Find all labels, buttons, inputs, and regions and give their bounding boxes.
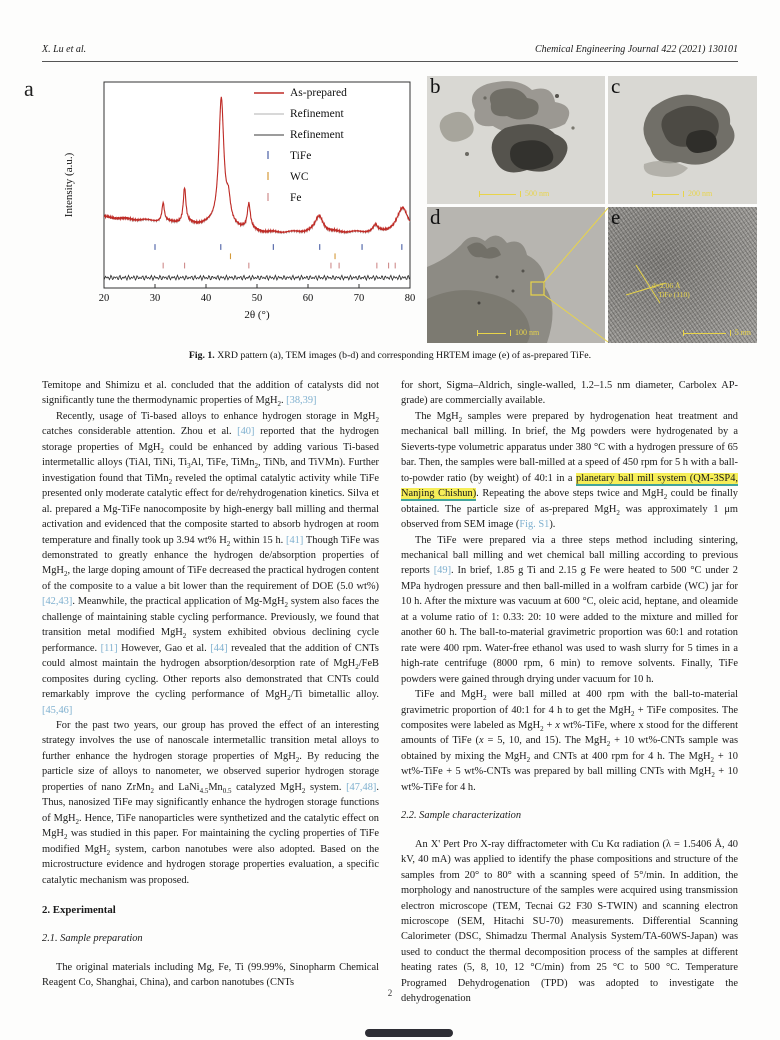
text-run: system also faces the challenge of maintaining stable cycling performance. Previously, we found that transition metal modified MgH <box>42 596 380 639</box>
tem-image-e <box>608 207 757 343</box>
subscript: 2 <box>226 539 231 548</box>
text-run: system. <box>305 781 347 793</box>
svg-text:80: 80 <box>404 293 416 304</box>
citation-link[interactable]: [44] <box>210 642 228 654</box>
text-run: Though TiFe was demonstrated to greatly enhance the hydrogen de/absorption properties of MgH <box>42 534 379 577</box>
legend-label: WC <box>290 171 309 183</box>
page-number: 2 <box>387 988 393 998</box>
subscript: 2 <box>106 848 111 857</box>
text-run: ). <box>549 519 556 531</box>
tem-b-content <box>427 76 605 204</box>
citation-link[interactable]: Fig. S1 <box>519 519 550 531</box>
text-run: , TiNb, and TiVMn). Further investigation found that TiMn <box>42 457 380 484</box>
highlighted-text: planetary ball mill system (QM-3SP4, Nanjing Chishun) <box>401 472 738 500</box>
header-rule <box>42 61 738 62</box>
svg-text:50: 50 <box>251 293 263 304</box>
text-run: within 15 h. <box>230 534 287 546</box>
paragraph <box>401 837 738 1007</box>
text-run: Mn <box>208 781 223 793</box>
svg-text:40: 40 <box>200 293 212 304</box>
text-run: = 5, 10, and 15). The MgH <box>483 735 607 747</box>
paragraph <box>42 378 379 409</box>
text-run: reported that the hydrogen storage properties of MgH <box>42 426 379 453</box>
subscript: 3 <box>187 462 191 471</box>
bottom-ui-bar[interactable] <box>365 1029 453 1037</box>
hrtem-markers <box>608 207 757 343</box>
subscript: 2 <box>168 477 173 486</box>
text-run: TiFe and MgH <box>415 689 484 701</box>
legend-label: Fe <box>290 192 302 204</box>
subscript: 2 <box>616 508 620 517</box>
subscript: 2 <box>355 663 359 672</box>
subscript: 2 <box>295 755 300 764</box>
svg-text:20: 20 <box>98 293 110 304</box>
text-run: . By reducing the particle size of alloys to nanometer, we observed superior hydrogen storage properties of nano ZrMn <box>42 750 380 793</box>
figure-caption-text: XRD pattern (a), TEM images (b-d) and corresponding HRTEM image (e) of as-prepared TiFe. <box>214 350 592 361</box>
xrd-chart-svg <box>58 74 422 342</box>
tem-image-b <box>427 76 605 204</box>
tem-image-c <box>608 76 757 204</box>
text-run: was approximately 1 μm observed from SEM image ( <box>401 503 738 531</box>
subsection-heading: 2.2. Sample characterization <box>401 810 522 822</box>
text-run: could be finally obtained. The particle size of as-prepared MgH <box>401 488 738 515</box>
panel-label-e: e <box>611 207 621 229</box>
subscript: 2 <box>63 833 68 842</box>
paragraph <box>401 378 738 409</box>
text-run: . In brief, 1.85 g Ti and 2.15 g Fe were heated to 500 °C under 2 MPa hydrogen pressure and then ball-milled in a wolfram carbide (WC) jar for 10 h. After the mixture was vacuum at 600 °C, oleic acid, heptane, and oleamide at a volume ratio of 1: 0.33: 20: 10 were added to the mixture and milled for another 60 h. The ball-to-material gravimetric proportion was 60:1 and rotation rate were 400 rpm. Water-free ethanol was used to wash slurry for 5 times in a high-rate centrifuge (8000 rpm, 6 min) to remove solvents. Finally, TiFe powders were gained through drying under vacuum for 10 h. <box>401 565 738 685</box>
tem-c-content <box>608 76 757 204</box>
subscript: 2 <box>483 694 487 703</box>
body-column-right <box>401 378 738 1007</box>
text-run: + <box>543 719 556 731</box>
text-run: . <box>280 395 287 407</box>
text-run: were ball milled at 400 rpm with the ball-to-material gravimetric proportion of 40:1 for 4 h to get the MgH <box>401 689 738 716</box>
svg-text:70: 70 <box>353 293 365 304</box>
body-column-left <box>42 378 379 991</box>
text-run: The MgH <box>415 410 459 422</box>
text-run: /Ti bimetallic alloy. <box>290 689 379 701</box>
subscript: 2 <box>254 462 259 471</box>
text-run: Temitope and Shimizu et al. concluded that the addition of catalysts did not significantly tune the thermodynamic properties of MgH <box>42 380 379 407</box>
text-run: An X' Pert Pro X-ray diffractometer with Cu Kα radiation (λ = 1.5406 Å, 40 kV, 40 mA) was applied to identify the phase compositions and structure of the samples from 20° to 80° with a scanning speed of 5°/min. In addition, the morphology and nanostructure of the samples were acquired using transmission electron microscope (TEM, Tecnai G2 F30 S-TWIN) and scanning electron microscope (SEM, Hitachi SU-70) measurements. Differential Scanning Calorimeter (DSC, Shimadzu Thermal Analysis System/TA-60WS-Japan) was used to conduct the thermal decomposition process of the samples at different heating rates (5, 8, 10, 12 °C/min) from 25 °C to 500 °C. Temperature Programed Dehydrogenation (TPD) was adopted to investigate the dehydrogenation <box>401 838 738 1005</box>
subscript: 2 <box>160 446 164 455</box>
subscript: 2 <box>150 786 154 795</box>
text-run: revealed that the addition of CNTs could almost maintain the hydrogen absorption/desorption rate of MgH <box>42 642 379 670</box>
subscript: 2 <box>663 493 668 502</box>
subscript: 2 <box>711 771 715 780</box>
text-run: could be enhanced by adding various Ti-based intermetallic alloys (TiAl, TiNi, Ti <box>42 441 379 469</box>
y-axis-label: Intensity (a.u.) <box>63 152 75 218</box>
citation-link[interactable]: [38,39] <box>286 395 317 407</box>
text-run: . Repeating the above steps twice and MgH <box>476 488 664 500</box>
subscript: 2 <box>63 570 68 579</box>
panel-label-d: d <box>430 207 441 229</box>
tem-d-content <box>427 207 605 343</box>
citation-link[interactable]: [49] <box>433 565 452 577</box>
panel-label-a: a <box>24 76 34 101</box>
subscript: 2 <box>630 709 635 718</box>
text-run: for short, Sigma–Aldrich, single-walled, 1.2–1.5 nm diameter, Carbolex AP-grade) are commercially available. <box>401 380 738 407</box>
citation-link[interactable]: [47,48] <box>346 781 377 793</box>
subscript: 2 <box>75 817 80 826</box>
citation-link[interactable]: [42,43] <box>42 596 73 608</box>
scalebar-d: 100 nm <box>477 328 539 337</box>
subscript: 2 <box>182 632 187 641</box>
text-run: . Hence, TiFe nanoparticles were synthetized and the catalytic effect on MgH <box>42 812 379 840</box>
text-run: samples were prepared by hydrogenation heat treatment and mechanical ball milling. In brief, the Mg powders were hydrogenated by a Sieverts-type volumetric apparatus under 380 °C with a hydrogen pressure of 65 bar. Then, the samples were ball-milled at a speed of 450 rpm for 5 h with a ball-to-powder ratio (by weight) of 40:1 in a <box>401 410 738 484</box>
subscript: 2 <box>375 415 379 424</box>
text-run: reveled the optimal catalytic activity while TiFe presented only moderate catalytic effect for de/rehydrogenation kinetics. Silva et al. prepared a Mg-TiFe nanocomposite by high-energy ball milling and thermal activation and evidenced that the composite started to absorb hydrogen at room temperature and finally took up 3.94 wt% H <box>42 472 379 546</box>
text-run: and LaNi <box>153 781 200 793</box>
text-run: , the large doping amount of TiFe decreased the practical hydrogen content of the composite to a value a bit lower than the requirement of DOE (5.0 wt%) <box>42 565 379 592</box>
subsection-heading: 2.1. Sample preparation <box>42 933 143 945</box>
legend-label: Refinement <box>290 129 344 141</box>
scalebar-c: 200 nm <box>652 189 712 198</box>
text-run: + TiFe composites. The composites were labeled as MgH <box>401 704 739 731</box>
legend-label: As-prepared <box>290 87 347 99</box>
subscript: 2 <box>710 755 715 764</box>
text-run: However, Gao et al. <box>117 642 211 654</box>
text-run: wt%-TiFe, where x stood for the different amounts of TiFe ( <box>401 719 738 747</box>
text-run: catches considerable attention. Zhou et al. <box>42 426 238 438</box>
subscript: 2 <box>277 400 281 409</box>
citation-link[interactable]: [45,46] <box>42 704 73 716</box>
text-run: . Meanwhile, the practical application of Mg-MgH <box>72 596 285 608</box>
text-run: The original materials including Mg, Fe, Ti (99.99%, Sinopharm Chemical Reagent Co, Shanghai, China), and carbon nanotubes (CNTs <box>42 961 379 989</box>
paragraph <box>401 409 738 533</box>
xrd-chart <box>58 74 422 342</box>
text-run: and CNTs at 400 rpm for 4 h. The MgH <box>530 750 711 762</box>
text-run: + 10 wt%-TiFe for 4 h. <box>401 766 738 793</box>
scalebar-b: 500 nm <box>479 189 549 198</box>
header-journal: Chemical Engineering Journal 422 (2021) 130101 <box>534 44 738 55</box>
header-authors: X. Lu et al. <box>42 44 87 55</box>
section-heading: 2. Experimental <box>42 903 116 916</box>
text-run: Al, TiFe, TiMn <box>190 457 255 469</box>
text-run: + 10 wt%-TiFe + 5 wt%-CNTs was prepared by ball milling CNTs with MgH <box>401 750 738 778</box>
tem-image-grid <box>427 76 757 343</box>
text-run: system, carbon nanotubes were also adopted. Based on the microstructure evidence and hydrogen storage properties evaluation, a specific catalytic mechanism was proposed. <box>42 843 379 886</box>
text-run: /FeB composites during cycling. Other reports also demonstrated that CNTs could remarkably improve the cycling performance of MgH <box>42 658 379 701</box>
text-run: The TiFe were prepared via a three steps method including sintering, mechanical ball milling and wet chemical ball milling according to previous reports <box>401 534 738 577</box>
citation-link[interactable]: [11] <box>100 642 118 654</box>
subscript: 2 <box>287 694 291 703</box>
svg-text:60: 60 <box>302 293 314 304</box>
subscript: 2 <box>540 725 544 734</box>
subscript: 2 <box>458 415 463 424</box>
x-axis-label: 2θ (°) <box>244 309 270 321</box>
legend-label: Refinement <box>290 108 344 120</box>
figure-1 <box>0 70 780 350</box>
paragraph <box>42 960 379 991</box>
citation-link[interactable]: [41] <box>286 534 304 546</box>
text-run: + 10 wt%-CNTs sample was obtained by mixing the MgH <box>401 735 738 762</box>
paragraph <box>401 533 738 688</box>
hrtem-annotation: d=2.06 Å TiFe (110) <box>652 281 690 299</box>
plot-frame <box>104 82 410 288</box>
text-run: was studied in this paper. For maintaining the cycling properties of TiFe modified MgH <box>42 828 379 855</box>
subscript: 2 <box>526 755 531 764</box>
subscript: 2 <box>606 740 611 749</box>
panel-label-b: b <box>430 76 441 98</box>
text-run: x <box>479 735 484 747</box>
legend-label: TiFe <box>290 150 312 162</box>
text-run: x <box>555 719 560 731</box>
panel-label-c: c <box>611 76 621 98</box>
figure-caption-label: Fig. 1. <box>188 350 215 361</box>
subscript: 2 <box>301 786 306 795</box>
subscript: 0.5 <box>222 786 232 795</box>
paragraph <box>42 409 379 718</box>
scalebar-e: 5 nm <box>683 328 751 337</box>
text-run: For the past two years, our group has proved the effect of an interesting strategy involves the use of nanoscale intermetallic transition metal alloys to further enhance the hydrogen storage properties of MgH <box>42 719 379 762</box>
tem-image-d <box>427 207 605 343</box>
text-run: . Thus, nanosized TiFe may significantly enhance the hydrogen storage functions of MgH <box>42 781 379 824</box>
svg-text:30: 30 <box>149 293 161 304</box>
text-run: Recently, usage of Ti-based alloys to enhance hydrogen storage in MgH <box>56 410 376 422</box>
paragraph <box>401 687 738 795</box>
text-run: system exhibited obvious declining cycle performance. <box>42 627 379 654</box>
citation-link[interactable]: [40] <box>237 426 255 438</box>
text-run: catalyzed MgH <box>231 781 302 793</box>
subscript: 2 <box>284 601 288 610</box>
figure-caption <box>0 350 780 361</box>
subscript: 4.5 <box>199 786 209 795</box>
paragraph <box>42 718 379 888</box>
